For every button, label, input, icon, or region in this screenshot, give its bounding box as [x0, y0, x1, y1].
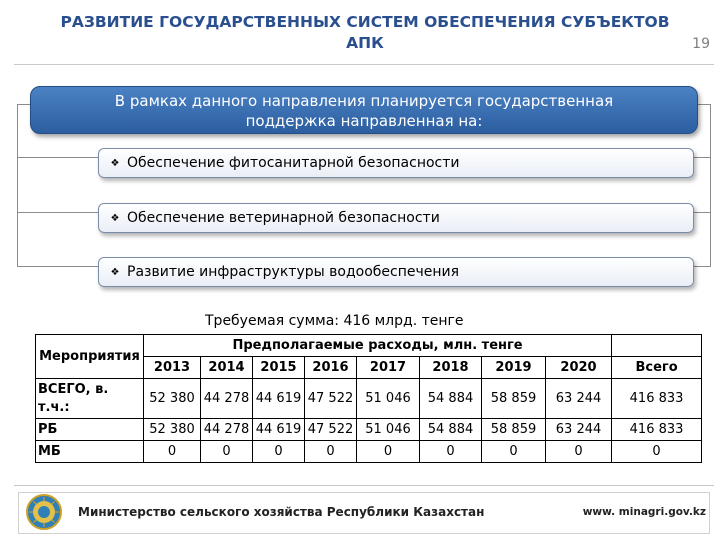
diamond-bullet-icon: ❖: [110, 158, 120, 169]
connector-left-vertical: [17, 104, 18, 266]
required-sum: Требуемая сумма: 416 млрд. тенге: [205, 313, 464, 329]
table-cell: 0: [201, 441, 253, 463]
table-cell: 0: [357, 441, 420, 463]
connector-bullet-1: [17, 157, 98, 158]
table-cell: 0: [305, 441, 357, 463]
table-cell: 51 046: [357, 419, 420, 441]
intro-line-1: В рамках данного направления планируется государственная: [114, 92, 614, 110]
bullet-text: Обеспечение ветеринарной безопасности: [127, 210, 440, 226]
connector-right-bullet-1: [694, 157, 711, 158]
connector-bullet-2: [17, 212, 98, 213]
table-cell: 0: [144, 441, 201, 463]
table-cell: 0: [253, 441, 305, 463]
table-cell: 63 244: [546, 379, 612, 419]
diamond-bullet-icon: ❖: [110, 213, 120, 224]
year-header: 2017: [357, 357, 420, 379]
table-cell: 58 859: [482, 419, 546, 441]
year-header: 2013: [144, 357, 201, 379]
table-cell: 52 380: [144, 379, 201, 419]
connector-right-vertical: [710, 104, 711, 266]
bullet-item-veterinary: [98, 203, 694, 233]
connector-right-bullet-2: [694, 212, 711, 213]
table-cell: 58 859: [482, 379, 546, 419]
connector-bullet-3: [17, 266, 98, 267]
table-cell: 54 884: [420, 379, 482, 419]
ministry-name: Министерство сельского хозяйства Республики Казахстан: [78, 505, 485, 519]
table-cell: 51 046: [357, 379, 420, 419]
slide-title: [30, 12, 700, 54]
expenses-table: [35, 334, 702, 463]
footer-divider: [14, 485, 714, 486]
year-header: 2018: [420, 357, 482, 379]
connector-right-bullet-3: [694, 266, 711, 267]
intro-line-2: поддержка направленная на:: [245, 112, 483, 130]
state-emblem-icon: [26, 494, 62, 530]
table-cell: 44 619: [253, 379, 305, 419]
table-cell: 416 833: [612, 379, 702, 419]
table-empty-header-cell: [612, 335, 702, 357]
table-cell: 0: [612, 441, 702, 463]
connector-right-top-stub: [698, 104, 711, 105]
table-header-row: [36, 335, 702, 357]
table-row: [36, 379, 702, 419]
table-cell: 0: [420, 441, 482, 463]
bullet-item-phytosanitary: [98, 148, 694, 178]
page-number: 19: [692, 36, 710, 52]
bullet-text: Развитие инфраструктуры водообеспечения: [127, 264, 460, 280]
table-row: [36, 441, 702, 463]
website-link[interactable]: www. minagri.gov.kz: [582, 506, 706, 518]
row-label: РБ: [36, 419, 144, 441]
year-header: 2014: [201, 357, 253, 379]
title-line-2: АПК: [346, 34, 384, 52]
title-divider: [14, 64, 714, 65]
bullet-item-water-supply: [98, 257, 694, 287]
table-cell: 52 380: [144, 419, 201, 441]
connector-top-stub: [17, 104, 30, 105]
table-cell: 416 833: [612, 419, 702, 441]
table-cell: 47 522: [305, 379, 357, 419]
table-cell: 44 278: [201, 419, 253, 441]
table-row: [36, 419, 702, 441]
table-cell: 0: [546, 441, 612, 463]
table-cell: 44 278: [201, 379, 253, 419]
table-cell: 63 244: [546, 419, 612, 441]
diamond-bullet-icon: ❖: [110, 267, 120, 278]
table-group-header: Предполагаемые расходы, млн. тенге: [144, 335, 612, 357]
year-header: 2016: [305, 357, 357, 379]
table-cell: 0: [482, 441, 546, 463]
intro-box: [30, 86, 698, 134]
table-cell: 44 619: [253, 419, 305, 441]
total-header: Всего: [612, 357, 702, 379]
table-cell: 47 522: [305, 419, 357, 441]
year-header: 2015: [253, 357, 305, 379]
table-col-header: Мероприятия: [36, 335, 144, 379]
row-label: ВСЕГО, в. т.ч.:: [36, 379, 144, 419]
table-cell: 54 884: [420, 419, 482, 441]
bullet-text: Обеспечение фитосанитарной безопасности: [127, 155, 460, 171]
year-header: 2019: [482, 357, 546, 379]
year-header: 2020: [546, 357, 612, 379]
title-line-1: РАЗВИТИЕ ГОСУДАРСТВЕННЫХ СИСТЕМ ОБЕСПЕЧЕНИЯ СУБЪЕКТОВ: [60, 13, 670, 31]
row-label: МБ: [36, 441, 144, 463]
